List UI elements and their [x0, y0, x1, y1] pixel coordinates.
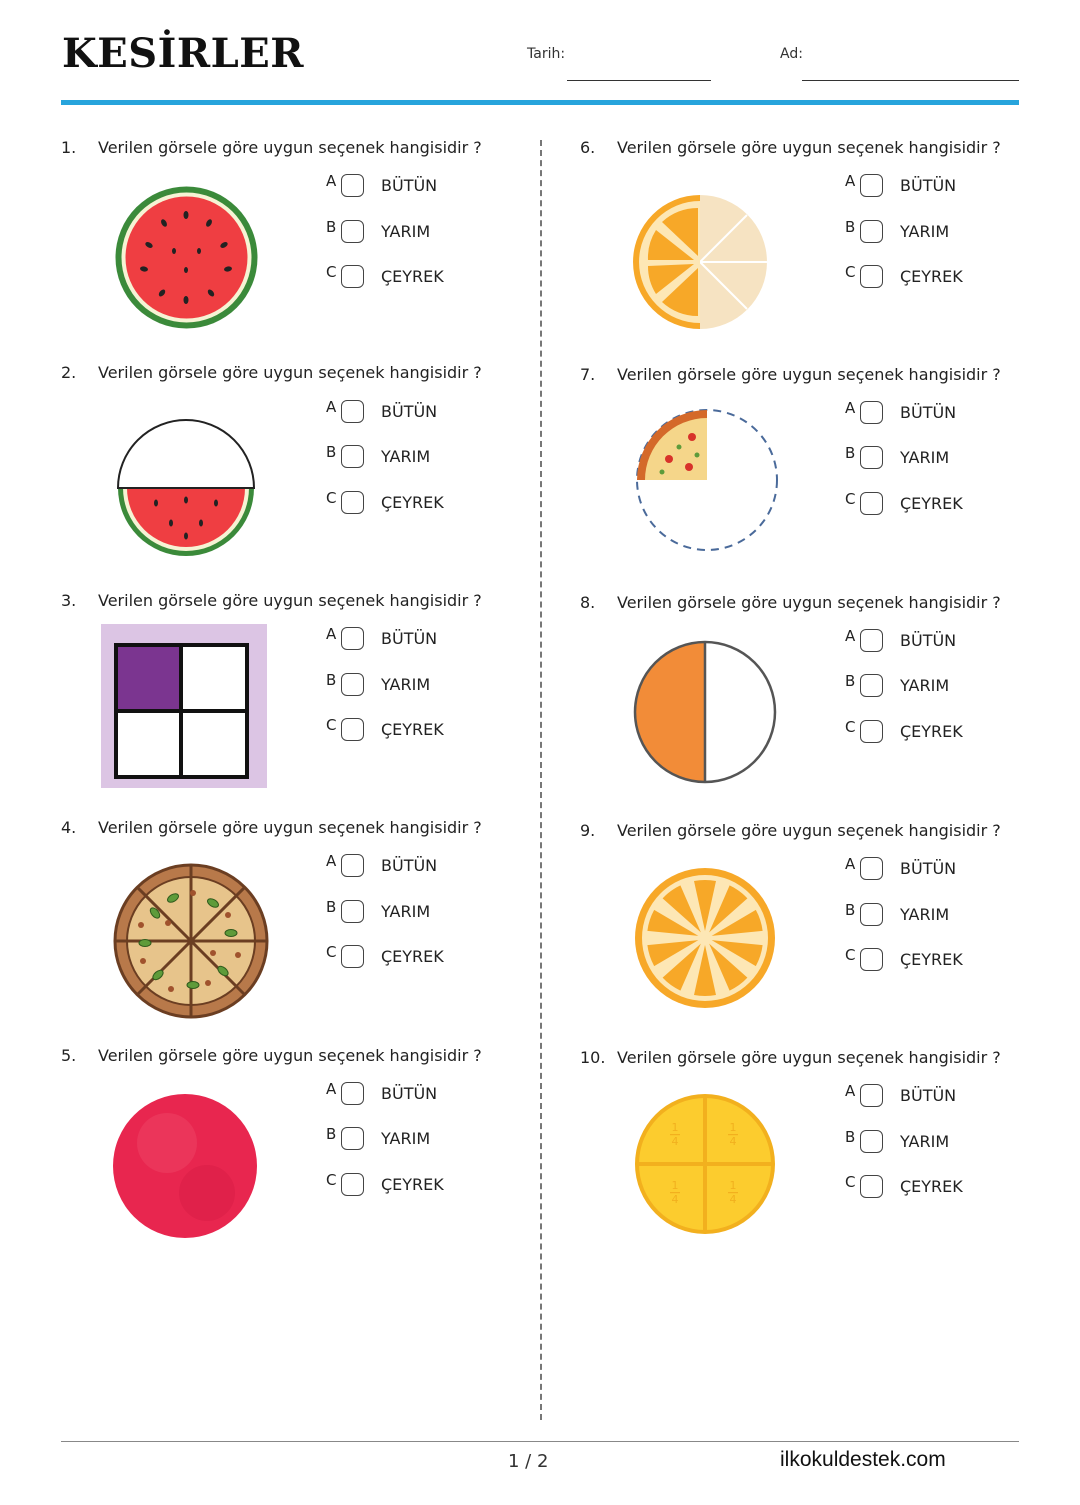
answer-checkbox[interactable]: [860, 265, 883, 288]
svg-text:4: 4: [729, 1135, 737, 1148]
option-label: BÜTÜN: [381, 176, 438, 195]
option-label: BÜTÜN: [900, 176, 957, 195]
answer-checkbox[interactable]: [860, 629, 883, 652]
name-label: Ad:: [780, 46, 803, 62]
quarters-circle-icon: [634, 1093, 776, 1235]
question-4: [61, 818, 531, 1038]
answer-checkbox[interactable]: [341, 1127, 364, 1150]
option-letter: B: [845, 218, 856, 236]
answer-checkbox[interactable]: [860, 948, 883, 971]
option-label: YARIM: [381, 902, 431, 921]
footer-divider: [61, 1441, 1019, 1442]
answer-checkbox[interactable]: [341, 1082, 364, 1105]
option-label: BÜTÜN: [381, 629, 438, 648]
date-field[interactable]: [567, 80, 711, 81]
option-letter: A: [845, 399, 856, 417]
answer-checkbox[interactable]: [341, 445, 364, 468]
answer-checkbox[interactable]: [860, 857, 883, 880]
option-letter: C: [326, 1171, 337, 1189]
question-text: Verilen görsele göre uygun seçenek hangisidir ?: [617, 365, 1001, 384]
answer-checkbox[interactable]: [860, 674, 883, 697]
option-letter: B: [845, 672, 856, 690]
answer-checkbox[interactable]: [341, 854, 364, 877]
question-number: 1.: [61, 138, 77, 157]
answer-checkbox[interactable]: [341, 900, 364, 923]
orange-half-icon: [632, 194, 768, 330]
option-letter: A: [845, 855, 856, 873]
option-label: BÜTÜN: [381, 1084, 438, 1103]
name-field[interactable]: [802, 80, 1019, 81]
option-letter: C: [845, 946, 856, 964]
circle-half-icon: [633, 640, 777, 784]
question-text: Verilen görsele göre uygun seçenek hangisidir ?: [98, 818, 482, 837]
option-letter: B: [845, 444, 856, 462]
option-label: BÜTÜN: [900, 403, 957, 422]
option-letter: B: [326, 898, 337, 916]
answer-checkbox[interactable]: [860, 220, 883, 243]
question-text: Verilen görsele göre uygun seçenek hangisidir ?: [98, 591, 482, 610]
option-label: YARIM: [381, 1129, 431, 1148]
option-letter: B: [326, 218, 337, 236]
option-label: ÇEYREK: [900, 950, 963, 969]
option-letter: B: [845, 901, 856, 919]
option-letter: A: [845, 627, 856, 645]
question-10: [580, 1048, 1050, 1268]
option-label: ÇEYREK: [381, 720, 444, 739]
option-letter: A: [326, 398, 337, 416]
question-1: [61, 138, 531, 358]
answer-checkbox[interactable]: [341, 400, 364, 423]
svg-text:1: 1: [671, 1179, 679, 1192]
option-letter: A: [845, 172, 856, 190]
answer-checkbox[interactable]: [860, 1175, 883, 1198]
pizza-quarter-icon: [634, 407, 780, 553]
watermelon-half-icon: [116, 418, 256, 558]
option-letter: A: [326, 852, 337, 870]
answer-checkbox[interactable]: [341, 265, 364, 288]
watermelon-whole-icon: [114, 185, 259, 330]
pizza-whole-icon: [113, 863, 269, 1019]
option-letter: C: [326, 489, 337, 507]
answer-checkbox[interactable]: [860, 1084, 883, 1107]
option-letter: C: [326, 263, 337, 281]
answer-checkbox[interactable]: [341, 491, 364, 514]
question-3: [61, 591, 531, 811]
question-text: Verilen görsele göre uygun seçenek hangisidir ?: [617, 138, 1001, 157]
question-number: 3.: [61, 591, 77, 610]
question-5: [61, 1046, 531, 1266]
question-text: Verilen görsele göre uygun seçenek hangisidir ?: [98, 1046, 482, 1065]
option-label: YARIM: [900, 1132, 950, 1151]
option-label: BÜTÜN: [900, 859, 957, 878]
option-label: ÇEYREK: [381, 1175, 444, 1194]
option-label: YARIM: [381, 222, 431, 241]
option-letter: C: [326, 943, 337, 961]
option-label: ÇEYREK: [900, 722, 963, 741]
page-number: 1 / 2: [508, 1451, 549, 1472]
answer-checkbox[interactable]: [341, 945, 364, 968]
question-number: 4.: [61, 818, 77, 837]
question-7: [580, 365, 1050, 585]
option-letter: B: [326, 671, 337, 689]
site-link[interactable]: ilkokuldestek.com: [780, 1448, 946, 1471]
option-label: YARIM: [900, 222, 950, 241]
page-title: KESİRLER: [62, 30, 304, 77]
option-label: ÇEYREK: [900, 494, 963, 513]
option-letter: B: [326, 1125, 337, 1143]
question-number: 10.: [580, 1048, 606, 1067]
svg-text:1: 1: [729, 1121, 737, 1134]
answer-checkbox[interactable]: [341, 627, 364, 650]
option-label: YARIM: [381, 675, 431, 694]
answer-checkbox[interactable]: [860, 446, 883, 469]
question-number: 8.: [580, 593, 596, 612]
question-text: Verilen görsele göre uygun seçenek hangisidir ?: [617, 593, 1001, 612]
option-letter: A: [326, 1080, 337, 1098]
answer-checkbox[interactable]: [341, 174, 364, 197]
option-label: YARIM: [900, 448, 950, 467]
option-letter: B: [845, 1128, 856, 1146]
question-number: 2.: [61, 363, 77, 382]
square-quarter-icon: [101, 624, 267, 788]
question-text: Verilen görsele göre uygun seçenek hangisidir ?: [98, 138, 482, 157]
option-label: BÜTÜN: [900, 1086, 957, 1105]
orange-whole-icon: [634, 867, 776, 1009]
question-text: Verilen görsele göre uygun seçenek hangisidir ?: [617, 1048, 1001, 1067]
svg-text:4: 4: [729, 1193, 737, 1206]
column-divider: [540, 140, 542, 1420]
question-number: 9.: [580, 821, 596, 840]
question-2: [61, 363, 531, 583]
option-label: ÇEYREK: [381, 493, 444, 512]
svg-text:4: 4: [671, 1135, 679, 1148]
question-text: Verilen görsele göre uygun seçenek hangisidir ?: [98, 363, 482, 382]
answer-checkbox[interactable]: [860, 174, 883, 197]
svg-text:1: 1: [729, 1179, 737, 1192]
question-number: 6.: [580, 138, 596, 157]
pink-circle-icon: [112, 1093, 258, 1239]
option-letter: A: [326, 172, 337, 190]
question-6: [580, 138, 1050, 358]
answer-checkbox[interactable]: [860, 1130, 883, 1153]
question-8: [580, 593, 1050, 813]
question-9: [580, 821, 1050, 1041]
answer-checkbox[interactable]: [860, 401, 883, 424]
option-label: BÜTÜN: [900, 631, 957, 650]
header-accent-bar: [61, 100, 1019, 105]
answer-checkbox[interactable]: [341, 673, 364, 696]
answer-checkbox[interactable]: [860, 903, 883, 926]
svg-text:1: 1: [671, 1121, 679, 1134]
option-label: ÇEYREK: [900, 267, 963, 286]
option-letter: C: [845, 490, 856, 508]
question-text: Verilen görsele göre uygun seçenek hangisidir ?: [617, 821, 1001, 840]
option-letter: C: [326, 716, 337, 734]
option-letter: C: [845, 1173, 856, 1191]
option-letter: A: [845, 1082, 856, 1100]
option-label: ÇEYREK: [381, 267, 444, 286]
answer-checkbox[interactable]: [860, 720, 883, 743]
option-letter: B: [326, 443, 337, 461]
option-label: BÜTÜN: [381, 856, 438, 875]
option-label: ÇEYREK: [381, 947, 444, 966]
answer-checkbox[interactable]: [341, 718, 364, 741]
svg-text:4: 4: [671, 1193, 679, 1206]
date-label: Tarih:: [527, 46, 566, 62]
option-label: YARIM: [900, 905, 950, 924]
answer-checkbox[interactable]: [860, 492, 883, 515]
option-letter: C: [845, 718, 856, 736]
option-label: BÜTÜN: [381, 402, 438, 421]
answer-checkbox[interactable]: [341, 1173, 364, 1196]
question-number: 7.: [580, 365, 596, 384]
answer-checkbox[interactable]: [341, 220, 364, 243]
option-letter: C: [845, 263, 856, 281]
option-label: ÇEYREK: [900, 1177, 963, 1196]
option-label: YARIM: [381, 447, 431, 466]
option-label: YARIM: [900, 676, 950, 695]
question-number: 5.: [61, 1046, 77, 1065]
option-letter: A: [326, 625, 337, 643]
